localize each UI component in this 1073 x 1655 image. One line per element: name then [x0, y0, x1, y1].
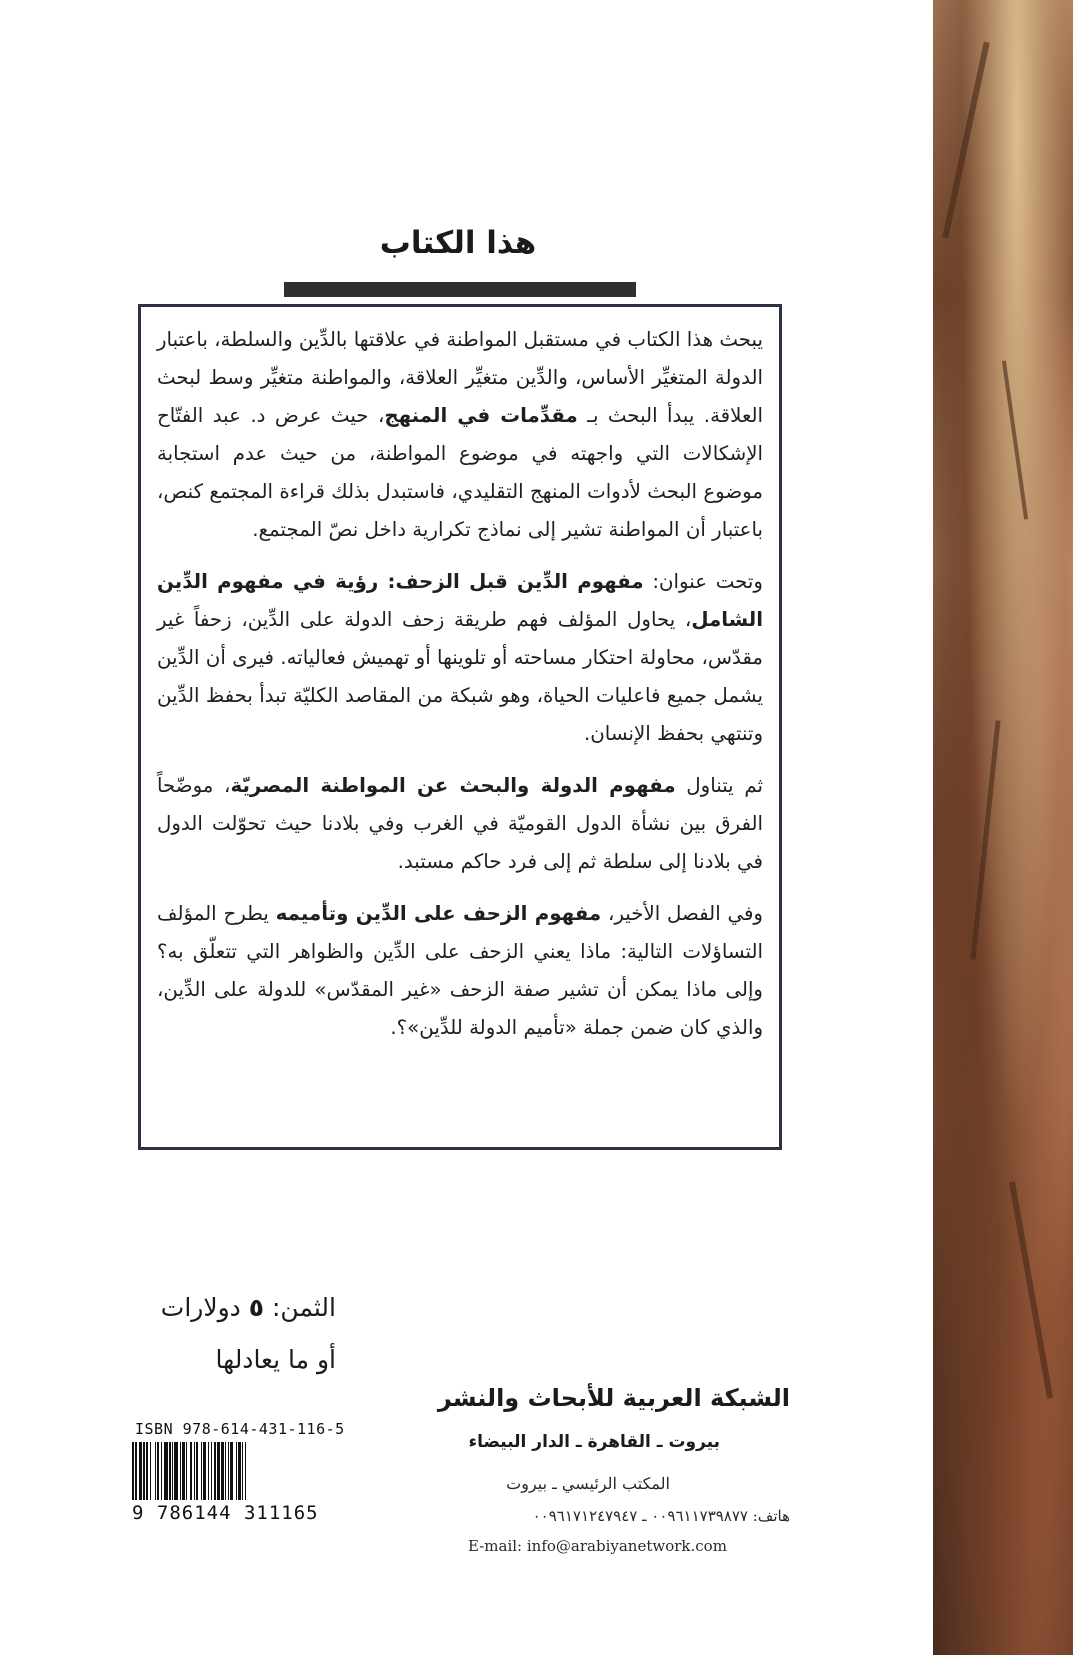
- paragraph-text: ، موضّحاً الفرق بين نشأة الدول القوميّة في الغرب وفي بلادنا حيث تحوّلت الدول في بلادنا إلى سلطة ثم إلى فرد حاكم مستبد.: [157, 774, 763, 873]
- paragraph-text: وتحت عنوان:: [643, 570, 763, 593]
- paragraph-text: ، حيث عرض د. عبد الفتّاح الإشكالات التي واجهته في موضوع المواطنة، من حيث عدم استجابة موضوع البحث لأدوات المنهج التقليدي، فاستبدل بذلك قراءة المجتمع كنص، باعتبار أن المواطنة تشير إلى نماذج تكرارية داخل نصّ المجتمع.: [157, 404, 763, 541]
- paragraph-emphasis: مفهوم الدولة والبحث عن المواطنة المصريّة: [230, 774, 676, 797]
- isbn-barcode: [132, 1420, 354, 1524]
- paragraph-text: يطرح المؤلف التساؤلات التالية: ماذا يعني الزحف على الدِّين والظواهر التي تتعلّق به؟ وإلى ماذا يمكن أن تشير صفة الزحف «غير المقدّس» للدولة على الدِّين، والذي كان ضمن جملة «تأميم الدولة للدِّين»؟.: [157, 902, 763, 1039]
- cover-painting-edge: [933, 0, 1073, 1655]
- section-heading: هذا الكتاب: [379, 225, 537, 261]
- isbn-label: ISBN 978-614-431-116-5: [135, 1420, 345, 1438]
- publisher-name: الشبكة العربية للأبحاث والنشر: [437, 1384, 790, 1412]
- price-currency: دولارات: [160, 1293, 241, 1322]
- price-amount: ٥: [248, 1293, 265, 1322]
- barcode-bars: [132, 1442, 354, 1500]
- paragraph-text: وفي الفصل الأخير،: [601, 902, 763, 925]
- paragraph-emphasis: مقدِّمات في المنهج: [384, 404, 578, 427]
- publisher-block: [410, 1380, 790, 1555]
- barcode-stripe: [245, 1442, 246, 1500]
- price-line: [136, 1282, 336, 1334]
- paragraph-text: ثم يتناول: [675, 774, 763, 797]
- synopsis-paragraph: [157, 895, 763, 1047]
- publisher-cities: بيروت ـ القاهرة ـ الدار البيضاء: [468, 1432, 720, 1452]
- paragraph-text: يبحث هذا الكتاب في مستقبل المواطنة في علاقتها بالدِّين والسلطة، باعتبار الدولة المتغيِّر الأساس، والدِّين متغيِّر العلاقة، والمواطنة متغيِّر وسط لبحث العلاقة. يبدأ البحث بـ: [157, 328, 764, 427]
- publisher-office: المكتب الرئيسي ـ بيروت: [506, 1474, 670, 1493]
- barcode-digits: 9 786144 311165: [132, 1502, 319, 1524]
- synopsis-paragraph: [157, 767, 763, 881]
- price-equivalent: أو ما يعادلها: [215, 1345, 336, 1374]
- paragraph-emphasis: مفهوم الدِّين قبل الزحف: رؤية في مفهوم الدِّين الشامل: [157, 570, 763, 631]
- synopsis-paragraph: [157, 563, 763, 753]
- paragraph-text: ، يحاول المؤلف فهم طريقة زحف الدولة على الدِّين، زحفاً غير مقدّس، محاولة احتكار مساحته أو تلوينها أو تهميش فعالياته. فيرى أن الدِّين يشمل جميع فاعليات الحياة، وهو شبكة من المقاصد الكليّة تبدأ بحفظ الدِّين وتنتهي بحفظ الإنسان.: [157, 608, 763, 745]
- price-block: [136, 1282, 336, 1386]
- paragraph-emphasis: مفهوم الزحف على الدِّين وتأميمه: [275, 902, 602, 925]
- price-label: الثمن:: [271, 1293, 336, 1322]
- publisher-phone: هاتف: ٠٠٩٦١١٧٣٩٨٧٧ ـ ٠٠٩٦١٧١٢٤٧٩٤٧: [532, 1507, 790, 1525]
- publisher-email: E-mail: info@arabiyanetwork.com: [468, 1537, 727, 1555]
- synopsis-box: [138, 304, 782, 1150]
- heading-underline-bar: [284, 282, 636, 297]
- synopsis-paragraph: [157, 321, 763, 549]
